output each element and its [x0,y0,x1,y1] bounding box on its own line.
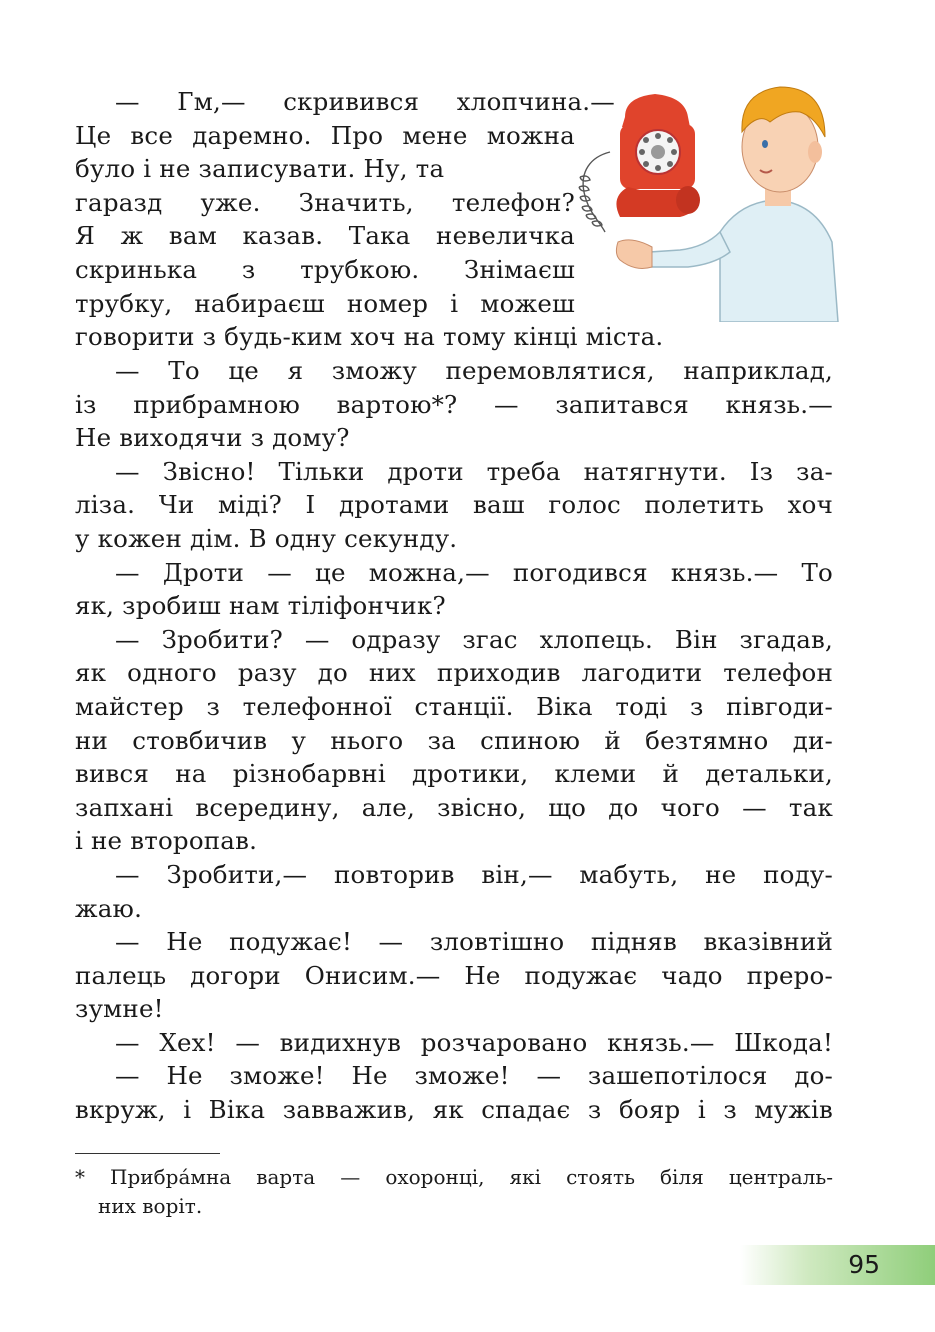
text-line: — Дроти — це можна,— погодився князь.— То [115,557,833,587]
page-number: 95 [848,1250,880,1279]
text-line: ліза. Чи міді? І дротами ваш голос полетить хоч [75,490,833,520]
text-line: Я ж вам казав. Така невеличка [75,221,575,251]
text-line: Це все даремно. Про мене можна [75,120,575,150]
text-line: у кожен дім. В одну секунду. [75,523,458,553]
text-line: жаю. [75,893,143,923]
text-line: — Зробити? — одразу згас хлопець. Він згадав, [115,624,833,654]
text-line: зумне! [75,994,164,1024]
text-line: вився на різнобарвні дротики, клеми й детальки, [75,759,833,789]
text-line: — Не зможе! Не зможе! — зашепотілося до- [115,1061,833,1091]
text-line: Не виходячи з дому? [75,423,350,453]
telephone-icon [616,94,700,217]
text-line: гаразд уже. Значить, телефон? [75,187,575,217]
page-number-tab [740,1245,935,1285]
text-line: — Хех! — видихнув розчаровано князь.— Шкода! [115,1027,833,1057]
text-line: трубку, набираєш номер і можеш [75,288,575,318]
phone-cord-icon [579,152,610,232]
text-line: палець догори Онисим.— Не подужає чадо преро- [75,960,833,990]
text-line: із прибрамною вартою*? — запитався князь.— [75,389,833,419]
footnote-divider [75,1153,220,1154]
text-line: і не второпав. [75,826,258,856]
boy-with-telephone-illustration [570,82,840,322]
footnote [75,1163,833,1221]
text-line: — Зробити,— повторив він,— мабуть, не поду- [115,859,833,889]
text-line: було і не записувати. Ну, та [75,154,445,184]
text-line: ни стовбичив у нього за спиною й безтямно ди- [75,725,833,755]
text-line: як, зробиш нам тіліфончик? [75,591,446,621]
text-line: майстер з телефонної станції. Віка тоді з півгоди- [75,691,833,721]
text-line: — То це я зможу перемовлятися, наприклад, [115,356,833,385]
text-line: — Звісно! Тільки дроти треба натягнути. Із за- [115,456,833,486]
text-line: скринька з трубкою. Знімаєш [75,254,575,284]
text-line: — Не подужає! — зловтішно підняв вказівний [115,927,833,957]
text-line: вкруж, і Віка завважив, як спадає з бояр і з мужів [75,1095,833,1125]
footnote-line: * Прибра́мна варта — охоронці, які стоять біля централь- [75,1165,833,1189]
main-text [75,354,833,1127]
text-line: — Гм,— скривився хлопчина.— [115,87,615,116]
text-line: запхані всередину, але, звісно, що до чого — так [75,792,833,822]
text-line: як одного разу до них приходив лагодити телефон [75,658,833,688]
footnote-line: них воріт. [98,1194,203,1218]
text-line: говорити з будь-ким хоч на тому кінці міста. [75,322,664,352]
